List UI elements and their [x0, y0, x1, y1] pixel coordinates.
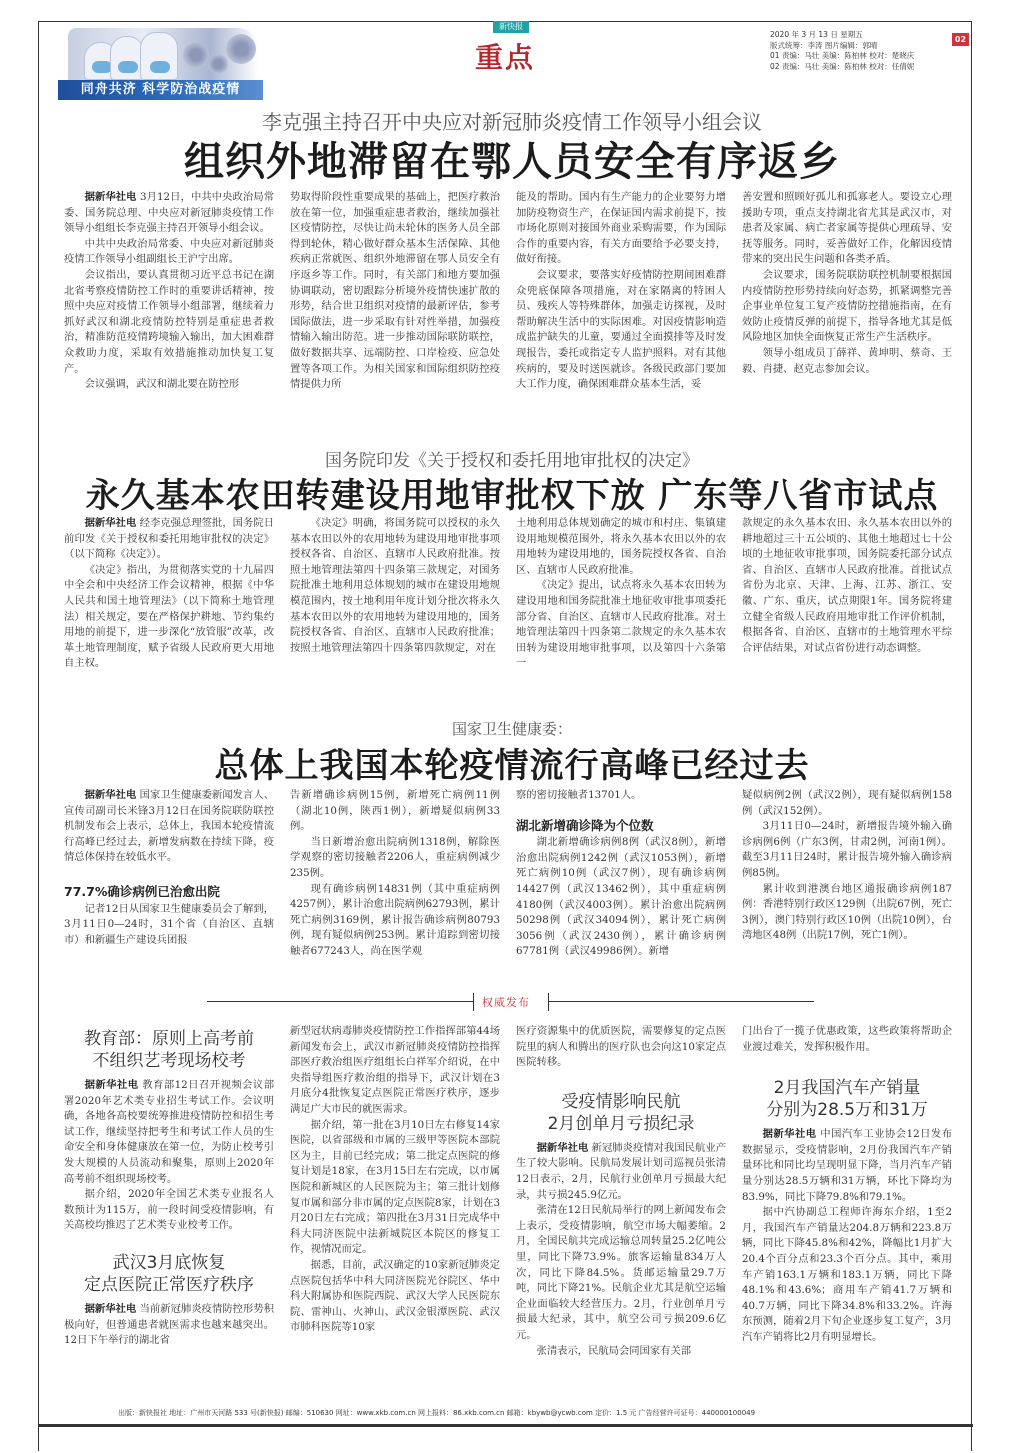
- article2-headline: 永久基本农田转建设用地审批权下放 广东等八省市试点: [85, 476, 939, 516]
- brief2-headline: 武汉3月底恢复 定点医院正常医疗秩序: [84, 1252, 254, 1295]
- campaign-banner: [58, 28, 263, 100]
- article-paragraph: 《决定》明确，将国务院可以授权的永久基本农田以外的农用地转为建设用地审批事项授权各省、自治区、直辖市人民政府批准。按照土地管理法第四十四条第三款规定，对国务院批准土地利用总体规划的城市在建设用地规模范围内，按土地利用年度计划分批次将永久基本农田以外的农用地转为建设用地的，国务院授权各省、自治区、直辖市人民政府批准；按照土地管理法第四十四条第四款规定，对在: [290, 517, 500, 654]
- article-column: [64, 788, 274, 960]
- virus-icon: [208, 54, 228, 74]
- article3-kicker: 国家卫生健康委：: [451, 720, 572, 738]
- article-column: [516, 190, 726, 393]
- virus-icon: [226, 34, 256, 64]
- article-paragraph: 据新华社电 经李克强总理签批，国务院日前印发《关于授权和委托用地审批权的决定》（以下简称《决定》）。: [64, 517, 275, 561]
- article-paragraph: 会议要求，国务院联防联控机制要根据国内疫情防控形势持续向好态势，抓紧调整完善企事业单位复工复产疫情防控措施指南，在有效防止疫情反弹的前提下，指导各地尤其是低风险地区加快全面恢复正常生产生活秩序。: [742, 268, 952, 344]
- article-paragraph: 张清在12日民航局举行的网上新闻发布会上表示，受疫情影响，航空市场大幅萎缩。2月，全国民航共完成运输总周转量25.2亿吨公里，同比下降73.9%。旅客运输量834万人次，同比下降84.5%。货邮运输量29.7万吨，同比下降21%。民航企业尤其是航空运输企业面临较大经营压力。2月，行业创单月亏损最大纪录，其中，航空公司亏损209.6亿元。: [516, 1204, 726, 1341]
- brief1-headline: 教育部：原则上高考前 不组织艺考现场校考: [84, 1029, 254, 1071]
- byline: 据新华社电: [536, 1141, 589, 1154]
- article-paragraph: 疑似病例2例（武汉2例），现有疑似病例158例（武汉152例）。: [742, 789, 952, 817]
- article-column: [290, 190, 500, 393]
- byline: 据新华社电: [84, 1079, 139, 1091]
- credit-line: 01 责编：马壮 美编：陈柏林 校对：楚晓庆: [770, 51, 915, 60]
- article-column: [742, 190, 952, 393]
- byline: 据新华社电: [84, 191, 137, 203]
- credit-line: 版式统筹：李涛 图片编辑：郭晴: [770, 40, 878, 50]
- article-paragraph: 累计收到港澳台地区通报确诊病例187例：香港特别行政区129例（出院67例，死亡3例），澳门特别行政区10例（出院10例），台湾地区48例（出院17例，死亡1例）。: [742, 882, 952, 942]
- brief4-headline: 2月我国汽车产销量 分别为28.5万和31万: [766, 1078, 928, 1121]
- divider-tick: [548, 993, 549, 1011]
- medical-workers-illustration: [68, 28, 258, 80]
- article-paragraph: 款规定的永久基本农田、永久基本农田以外的耕地超过三十五公顷的、其他土地超过七十公顷的土地征收审批事项，国务院委托部分试点省、自治区、直辖市人民政府批准。首批试点省份为北京、天津、上海、江苏、浙江、安徽、广东、重庆，试点期限1年。国务院将建立健全省级人民政府用地审批工作评价机制，根据各省、自治区、直辖市的土地管理水平综合评估结果，对试点省份进行动态调整。: [742, 517, 952, 654]
- footer-rule: [38, 1424, 973, 1427]
- subheading: 77.7%确诊病例已治愈出院: [64, 883, 220, 899]
- article-paragraph: 告新增确诊病例15例，新增死亡病例11例（湖北10例，陕西1例），新增疑似病例33例。: [290, 789, 500, 833]
- article-paragraph: 3月11日0—24时，新增报告境外输入确诊病例6例（广东3例，甘肃2例，河南1例）。截至3月11日24时，累计报告境外输入确诊病例85例。: [742, 820, 952, 879]
- article-paragraph: 《决定》指出，为贯彻落实党的十九届四中全会和中央经济工作会议精神，根据《中华人民共和国土地管理法》（以下简称土地管理法）相关规定，要在严格保护耕地、节约集约用地的前提下，进一步深化“放管服”改革，改革土地管理制度，赋予省级人民政府更大用地自主权。: [64, 563, 274, 670]
- article-paragraph: 察的密切接触者13701人。: [516, 789, 642, 801]
- article2-kicker: 国务院印发《关于授权和委托用地审批权的决定》: [325, 451, 699, 471]
- divider-tick: [473, 993, 474, 1011]
- article-paragraph: 门出台了一揽子优惠政策，这些政策将帮助企业渡过难关，发挥积极作用。: [742, 1025, 952, 1053]
- article-paragraph: 据介绍，2020年全国艺术类专业报名人数预计为115万，前一段时间受疫情影响，有关高校均推迟了艺术类专业校考工作。: [64, 1188, 274, 1232]
- article3-headline: 总体上我国本轮疫情流行高峰已经过去: [214, 746, 810, 786]
- article-paragraph: 中共中央政治局常委、中央应对新冠肺炎疫情工作领导小组副组长王沪宁出席。: [64, 237, 274, 266]
- edition-meta: [770, 30, 914, 72]
- article-paragraph: 势取得阶段性重要成果的基础上，把医疗救治放在第一位，加强重症患者救治，继续加强社区疫情防控，尽快让尚未轮休的医务人员全部得到轮休，精心做好群众基本生活保障、其他疾病正常就医、组织外地滞留在鄂人员安全有序返乡等工作。同时，有关部门和地方要加强协调联动，密切跟踪分析境外疫情快速扩散的形势，结合世卫组织对疫情的最新评估，参考国际做法，进一步采取有针对性举措，加强疫情输入输出防范。进一步推动国际联防联控，做好数据共享、远端防控、口岸检疫、应急处置等各项工作。为相关国家和国际组织防控疫情提供力所: [290, 191, 500, 391]
- credit-line: 02 责编：马壮 美编：陈柏林 校对：任倩妮: [770, 61, 915, 71]
- article-paragraph: 善安置和照顾好孤儿和孤寡老人。要设立心理援助专项，重点支持湖北省尤其是武汉市，对患者及家属、病亡者家属等提供心理疏导、安抚等服务。同时，妥善做好工作，化解因疫情带来的突出民生问题和各类矛盾。: [742, 191, 952, 266]
- article-column: [742, 788, 952, 960]
- article-column: [742, 516, 952, 672]
- article-paragraph: 张清表示，民航局会同国家有关部: [536, 1344, 692, 1357]
- byline: 据新华社电: [762, 1128, 817, 1141]
- publisher-footer: 出版：新快报社 地址：广州市天河路 533 号(新快报) 邮编：510630 网址：www.xkb.com.cn 网上报料：86.xkb.com.cn 邮箱：kbywb@ycwb.com 定价：1.5 元 广告经营许可证号：440000100049: [118, 1409, 756, 1417]
- section-divider-left: [207, 1001, 473, 1002]
- article-paragraph: 土地利用总体规划确定的城市和村庄、集镇建设用地规模范围外，将永久基本农田以外的农用地转为建设用地的，国务院授权各省、自治区、直辖市人民政府批准。: [516, 517, 726, 576]
- article-column: [290, 788, 500, 960]
- page-number: 02: [952, 33, 969, 46]
- article-paragraph: 据悉，目前，武汉确定的10家新冠肺炎定点医院包括华中科大同济医院光谷院区、华中科大附属协和医院西院、武汉大学人民医院东院、雷神山、火神山、武汉金银潭医院、武汉市肺科医院等10家: [290, 1258, 500, 1334]
- section-title: 重点: [475, 41, 536, 74]
- article-paragraph: 现有确诊病例14831例（其中重症病例4257例），累计治愈出院病例62793例，累计死亡病例3169例，累计报告确诊病例80793例，现有疑似病例253例。累计追踪到密切接触者677243人，尚在医学观: [290, 882, 500, 957]
- byline: 据新华社电: [84, 517, 137, 529]
- article-paragraph: 医疗资源集中的优质医院，需要修复的定点医院里的病人和腾出的医疗队也会向这10家定点医院转移。: [516, 1025, 726, 1069]
- article-paragraph: 湖北新增确诊病例8例（武汉8例），新增治愈出院病例1242例（武汉1053例），新增死亡病例10例（武汉7例），现有确诊病例14427例（武汉13462例），其中重症病例4180例（武汉4003例）。累计治愈出院病例50298例（武汉34094例），累计死亡病例3056例（武汉2430例），累计确诊病例67781例（武汉49986例）。新增: [516, 836, 726, 958]
- article-column: [64, 516, 274, 672]
- article-paragraph: 会议要求，要落实好疫情防控期间困难群众兜底保障各项措施，对在家隔离的特困人员、残疾人等特殊群体，加强走访探视，及时帮助解决生活中的实际困难。对因疫情影响造成监护缺失的儿童，要通过全面摸排等及时发现报告，委托或指定专人监护照料。对有其他疾病的，要及时送医就诊。各级民政部门要加大工作力度，确保困难群众基本生活，妥: [516, 268, 726, 391]
- article-paragraph: 据新华社电 当前新冠肺炎疫情防控形势积极向好，但普通患者就医需求也越来越突出。12日下午举行的湖北省: [64, 1302, 275, 1347]
- briefs-area: [64, 1024, 952, 1359]
- article-paragraph: 据介绍，第一批在3月10日左右修复14家医院，以省部级和市属的三级甲等医院本部院区为主，目前已经完成；第二批定点医院的修复计划是18家，在3月15日左右完成，以市属医院和新城区的人民医院为主；第三批计划修复市属和部分非市属的定点医院8家，计划在3月20日左右完成；第四批在3月31日完成华中科大同济医院中法新城院区本院区的修复工作，视情况而定。: [290, 1118, 500, 1256]
- section-divider-right: [548, 1001, 814, 1002]
- article1-body: [64, 190, 952, 393]
- article1-headline: 组织外地滞留在鄂人员安全有序返乡: [184, 138, 840, 185]
- article-paragraph: 能及的帮助。国内有生产能力的企业要努力增加防疫物资生产，在保证国内需求前提下，按市场化原则对接国外商业采购需要，作为国际合作的重要内容，有关方面要给予必要支持，做好衔接。: [516, 191, 726, 266]
- article-column: [742, 1024, 952, 1359]
- article2-body: [64, 516, 952, 672]
- article-column: [64, 190, 274, 393]
- subheading: 湖北新增确诊降为个位数: [516, 817, 654, 833]
- article-paragraph: 据新华社电 教育部12日召开视频会议部署2020年艺术类专业招生考试工作。会议明确，各地各高校要统筹推进疫情防控和招生考试工作，继续坚持把考生和考试工作人员的生命安全和身体健康放在第一位，为防止校考引发大规模的人员流动和聚集，原则上2020年高考前不组织现场校考。: [64, 1079, 274, 1185]
- article-paragraph: 据新华社电 中国汽车工业协会12日发布数据显示，受疫情影响，2月份我国汽车产销量环比和同比均呈现明显下降，当月汽车产销量分别达28.5万辆和31万辆，环比下降均为83.9%，同比下降79.8%和79.1%。: [742, 1128, 952, 1203]
- article-column: [290, 1024, 500, 1359]
- article1-kicker: 李克强主持召开中央应对新冠肺炎疫情工作领导小组会议: [262, 110, 762, 134]
- article-paragraph: 据新华社电 新冠肺炎疫情对我国民航业产生了较大影响。民航局发展计划司巡视员张清12日表示，2月，民航行业创单月亏损最大纪录，共亏损245.9亿元。: [516, 1141, 727, 1201]
- article-column: [516, 788, 726, 960]
- article-column: [516, 516, 726, 672]
- paper-logo-badge: 新快报: [493, 21, 529, 33]
- byline: 据新华社电: [84, 1302, 137, 1315]
- article-paragraph: 领导小组成员丁薛祥、黄坤明、蔡奇、王毅、肖捷、赵克志参加会议。: [742, 346, 952, 375]
- article-paragraph: 据新华社电 国家卫生健康委新闻发言人、宣传司副司长米锋3月12日在国务院联防联控机制发布会上表示，总体上，我国本轮疫情流行高峰已经过去，新增发病数在持续下降，疫情总体保持在较低水平。: [64, 789, 275, 864]
- section-label: 权威发布: [482, 996, 530, 1009]
- article-paragraph: 据新华社电 3月12日，中共中央政治局常委、国务院总理、中央应对新冠肺炎疫情工作领导小组组长李克强主持召开领导小组会议。: [64, 191, 275, 235]
- article-paragraph: 据中汽协副总工程师许海东介绍，1至2月，我国汽车产销量达204.8万辆和223.8万辆，同比下降45.8%和42%，降幅比1月扩大20.4个百分点和23.3个百分点。其中，乘用车产销163.1万辆和183.1万辆，同比下降48.1%和43.6%；商用车产销41.7万辆和40.7万辆，同比下降34.8%和33.2%。许海东预测，随着2月下旬企业逐步复工复产，3月汽车产销将比2月有明显增长。: [742, 1206, 952, 1343]
- date-line: 2020 年 3 月 13 日 星期五: [770, 30, 863, 39]
- article-column: [290, 516, 500, 672]
- article-column: [516, 1024, 726, 1359]
- article3-body: [64, 788, 952, 960]
- banner-label: 同舟共济 科学防治战疫情: [58, 80, 263, 100]
- article-column: [64, 1024, 274, 1359]
- article-paragraph: 《决定》提出，试点将永久基本农田转为建设用地和国务院批准土地征收审批事项委托部分省、自治区、直辖市人民政府批准。对土地管理法第四十四条第二款规定的永久基本农田转为建设用地审批事项，以及第四十六条第一: [516, 579, 726, 670]
- article-paragraph: 当日新增治愈出院病例1318例，解除医学观察的密切接触者2206人，重症病例减少235例。: [290, 835, 500, 879]
- article-paragraph: 会议指出，要认真贯彻习近平总书记在湖北省考察疫情防控工作时的重要讲话精神，按照中央应对疫情工作领导小组部署，继续着力抓好武汉和湖北疫情防控特别是重症患者救治，精准防范疫情跨境输入输出，加大困难群众救助力度，采取有效措施推动加快复工复产。: [64, 268, 274, 375]
- article-paragraph: 新型冠状病毒肺炎疫情防控工作指挥部第44场新闻发布会上，武汉市新冠肺炎疫情防控指挥部医疗救治组医疗组组长白祥军介绍说，在中央指导组医疗救治组的指导下，武汉计划在3月底分4批恢复定点医院正常医疗秩序，逐步满足广大市民的就医需求。: [290, 1025, 500, 1115]
- brief3-headline: 受疫情影响民航 2月创单月亏损纪录: [547, 1091, 695, 1134]
- article-paragraph: 记者12日从国家卫生健康委员会了解到，3月11日0—24时，31个省（自治区、直辖市）和新疆生产建设兵团报: [64, 902, 274, 946]
- article-paragraph: 会议强调，武汉和湖北要在防控形: [84, 378, 240, 391]
- byline: 据新华社电: [84, 789, 137, 801]
- virus-icon: [183, 42, 209, 68]
